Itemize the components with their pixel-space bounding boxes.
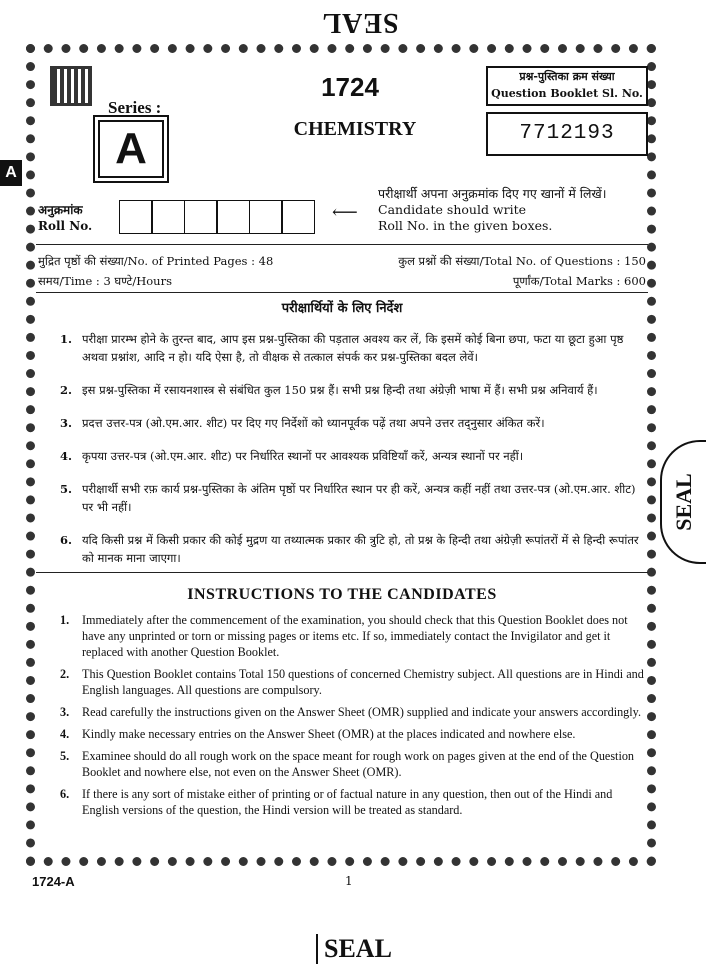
instruction-text: कृपया उत्तर-पत्र (ओ.एम.आर. शीट) पर निर्धारित स्थानों पर आवश्यक प्रविष्टियाँ करें, अन्यत्र स्थानों पर नहीं। [82, 449, 524, 463]
instruction-text: Kindly make necessary entries on the Answer Sheet (OMR) at the places indicated and nowhere else. [82, 727, 576, 741]
total-marks: पूर्णांक/Total Marks : 600 [512, 274, 646, 288]
qr-code-icon [50, 66, 92, 106]
instruction-number: 2. [60, 383, 73, 397]
instruction-number: 6. [60, 533, 73, 547]
roll-digit-box[interactable] [281, 200, 315, 234]
series-value: A [98, 120, 164, 178]
page-number: 1 [345, 874, 353, 888]
roll-instruction [378, 186, 648, 234]
side-seal [660, 440, 706, 564]
instruction-text: यदि किसी प्रश्न में किसी प्रकार की कोई मुद्रण या तथ्यात्मक प्रकार की त्रुटि हो, तो प्रश्न के हिन्दी तथा अंग्रेज़ी रूपांतरों में से हिन्दी रूपांतर को मानक माना जाएगा। [82, 533, 639, 565]
instruction-text: If there is any sort of mistake either of printing or of factual nature in any question, then out of the Hindi and English versions of the question, the Hindi version will be treated as standard. [82, 787, 613, 817]
instruction-item [60, 381, 648, 399]
subject-title: CHEMISTRY [293, 118, 417, 140]
hindi-instructions-heading: परीक्षार्थियों के लिए निर्देश [281, 301, 403, 316]
instruction-number: 2. [60, 667, 70, 681]
total-questions: कुल प्रश्नों की संख्या/Total No. of Questions : 150 [398, 254, 646, 268]
footer-paper-code: 1724-A [32, 874, 75, 889]
series-label: Series : [108, 98, 162, 117]
paper-code: 1724 [321, 72, 379, 102]
instruction-number: 1. [60, 332, 73, 346]
printed-pages: मुद्रित पृष्ठों की संख्या/No. of Printed Pages : 48 [38, 254, 274, 268]
instruction-number: 6. [60, 787, 70, 801]
time-allowed: समय/Time : 3 घण्टे/Hours [38, 274, 172, 288]
instruction-item [60, 480, 648, 516]
english-instructions-list [60, 612, 648, 824]
instruction-item [60, 612, 648, 660]
instruction-number: 4. [60, 449, 73, 463]
instruction-text: इस प्रश्न-पुस्तिका में रसायनशास्त्र से संबंधित कुल 150 प्रश्न हैं। सभी प्रश्न हिन्दी तथा अंग्रेज़ी भाषा में हैं। सभी प्रश्न अनिवार्य हैं। [82, 383, 598, 397]
instruction-text: Immediately after the commencement of the examination, you should check that this Question Booklet does not have any unprinted or torn or missing pages or items etc. If so, immediately contact the Invigilator and get it replaced with another Question Booklet. [82, 613, 628, 659]
roll-digit-box[interactable] [216, 200, 250, 234]
divider [36, 572, 648, 573]
instruction-item [60, 447, 648, 465]
roll-digit-box[interactable] [184, 200, 218, 234]
hindi-instructions-list [60, 330, 648, 582]
booklet-sl-number: 7712193 [486, 112, 648, 156]
instruction-text: Examinee should do all rough work on the space meant for rough work on pages given at the end of the Question Booklet and nowhere else, not even on the Answer Sheet (OMR). [82, 749, 635, 779]
instruction-number: 5. [60, 749, 70, 763]
instruction-item [60, 414, 648, 432]
instruction-number: 4. [60, 727, 70, 741]
roll-label [38, 202, 92, 234]
series-tab: A [0, 160, 22, 186]
roll-label-hi: अनुक्रमांक [38, 203, 83, 217]
side-seal-text: SEAL [671, 473, 696, 531]
instruction-text: This Question Booklet contains Total 150 questions of concerned Chemistry subject. All questions are in Hindi and English languages. All questions are compulsory. [82, 667, 644, 697]
instruction-item [60, 726, 648, 742]
roll-instruction-en-2: Roll No. in the given boxes. [378, 218, 553, 233]
instruction-item [60, 666, 648, 698]
instruction-number: 5. [60, 482, 73, 496]
roll-number-boxes[interactable] [120, 200, 315, 234]
instruction-item [60, 786, 648, 818]
roll-digit-box[interactable] [119, 200, 153, 234]
roll-label-en: Roll No. [38, 219, 93, 233]
roll-digit-box[interactable] [249, 200, 283, 234]
instruction-item [60, 704, 648, 720]
booklet-sl-label-hi: प्रश्न-पुस्तिका क्रम संख्या [519, 70, 615, 83]
instruction-text: परीक्षार्थी सभी रफ़ कार्य प्रश्न-पुस्तिका के अंतिम पृष्ठों पर निर्धारित स्थान पर ही करें, अन्यत्र कहीं नहीं तथा उत्तर-पत्र (ओ.एम.आर. शीट) पर भी नहीं। [82, 482, 636, 514]
instruction-item [60, 330, 648, 366]
left-arrow-icon: ⟵ [332, 202, 358, 223]
instruction-text: प्रदत्त उत्तर-पत्र (ओ.एम.आर. शीट) पर दिए गए निर्देशों को ध्यानपूर्वक पढ़ें तथा अपने उत्तर तद्नुसार अंकित करें। [82, 416, 545, 430]
instruction-number: 3. [60, 416, 73, 430]
roll-digit-box[interactable] [151, 200, 185, 234]
divider [36, 292, 648, 293]
bottom-seal: SEAL [316, 934, 392, 964]
instruction-number: 3. [60, 705, 70, 719]
instruction-item [60, 748, 648, 780]
seal-top-stamp: SEAL [321, 7, 399, 38]
divider [36, 244, 648, 245]
english-instructions-heading: INSTRUCTIONS TO THE CANDIDATES [187, 586, 497, 603]
roll-instruction-en-1: Candidate should write [378, 202, 527, 217]
booklet-sl-label-en: Question Booklet Sl. No. [491, 87, 643, 100]
roll-instruction-hi: परीक्षार्थी अपना अनुक्रमांक दिए गए खानों में लिखें। [378, 186, 607, 201]
instruction-item [60, 531, 648, 567]
instruction-text: परीक्षा प्रारम्भ होने के तुरन्त बाद, आप इस प्रश्न-पुस्तिका की पड़ताल अवश्य कर लें, कि इसमें कोई बिना छपा, फटा या छूटा हुआ पृष्ठ अथवा प्रश्नांश, आदि न हो। यदि ऐसा है, तो वीक्षक से तत्काल संपर्क कर प्रश्न-पुस्तिका बदल लेवें। [82, 332, 624, 364]
instruction-text: Read carefully the instructions given on the Answer Sheet (OMR) supplied and indicate your answers accordingly. [82, 705, 642, 719]
booklet-sl-label [486, 66, 648, 106]
instruction-number: 1. [60, 613, 70, 627]
